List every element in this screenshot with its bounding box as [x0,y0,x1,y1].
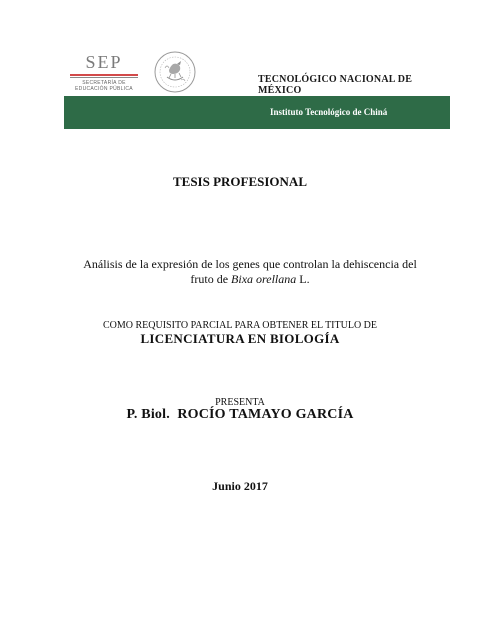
presents-label: PRESENTA [215,397,265,408]
sep-logo-wordmark: SEP [85,52,123,72]
thesis-title-text: Análisis de la expresión de los genes que controlan la dehiscencia del fruto de [83,257,417,286]
document-type-heading: TESIS PROFESIONAL [172,174,307,189]
sep-logo [68,52,150,96]
institution-name: TECNOLÓGICO NACIONAL DE MÉXICO [258,74,413,96]
author-name: P. Biol. ROCÍO TAMAYO GARCÍA [126,407,354,422]
sep-logo-red-line [70,74,138,76]
degree-requirement-text: COMO REQUISITO PARCIAL PARA OBTENER EL TITULO DE [103,320,377,331]
document-date: Junio 2017 [212,479,268,493]
sep-logo-subtitle [68,80,140,92]
institute-banner-text: Instituto Tecnológico de Chiná [270,107,388,117]
coat-of-arms-seal-icon [153,50,197,94]
thesis-title [80,257,420,287]
thesis-title-suffix: L. [296,272,310,286]
sep-logo-subtitle-line2: EDUCACIÓN PÚBLICA [75,86,133,92]
degree-name: LICENCIATURA EN BIOLOGÍA [140,331,340,346]
sep-logo-gray-line [70,77,138,78]
thesis-title-species: Bixa orellana [231,272,297,286]
sep-logo-subtitle-line1: SECRETARÍA DE [82,80,126,86]
